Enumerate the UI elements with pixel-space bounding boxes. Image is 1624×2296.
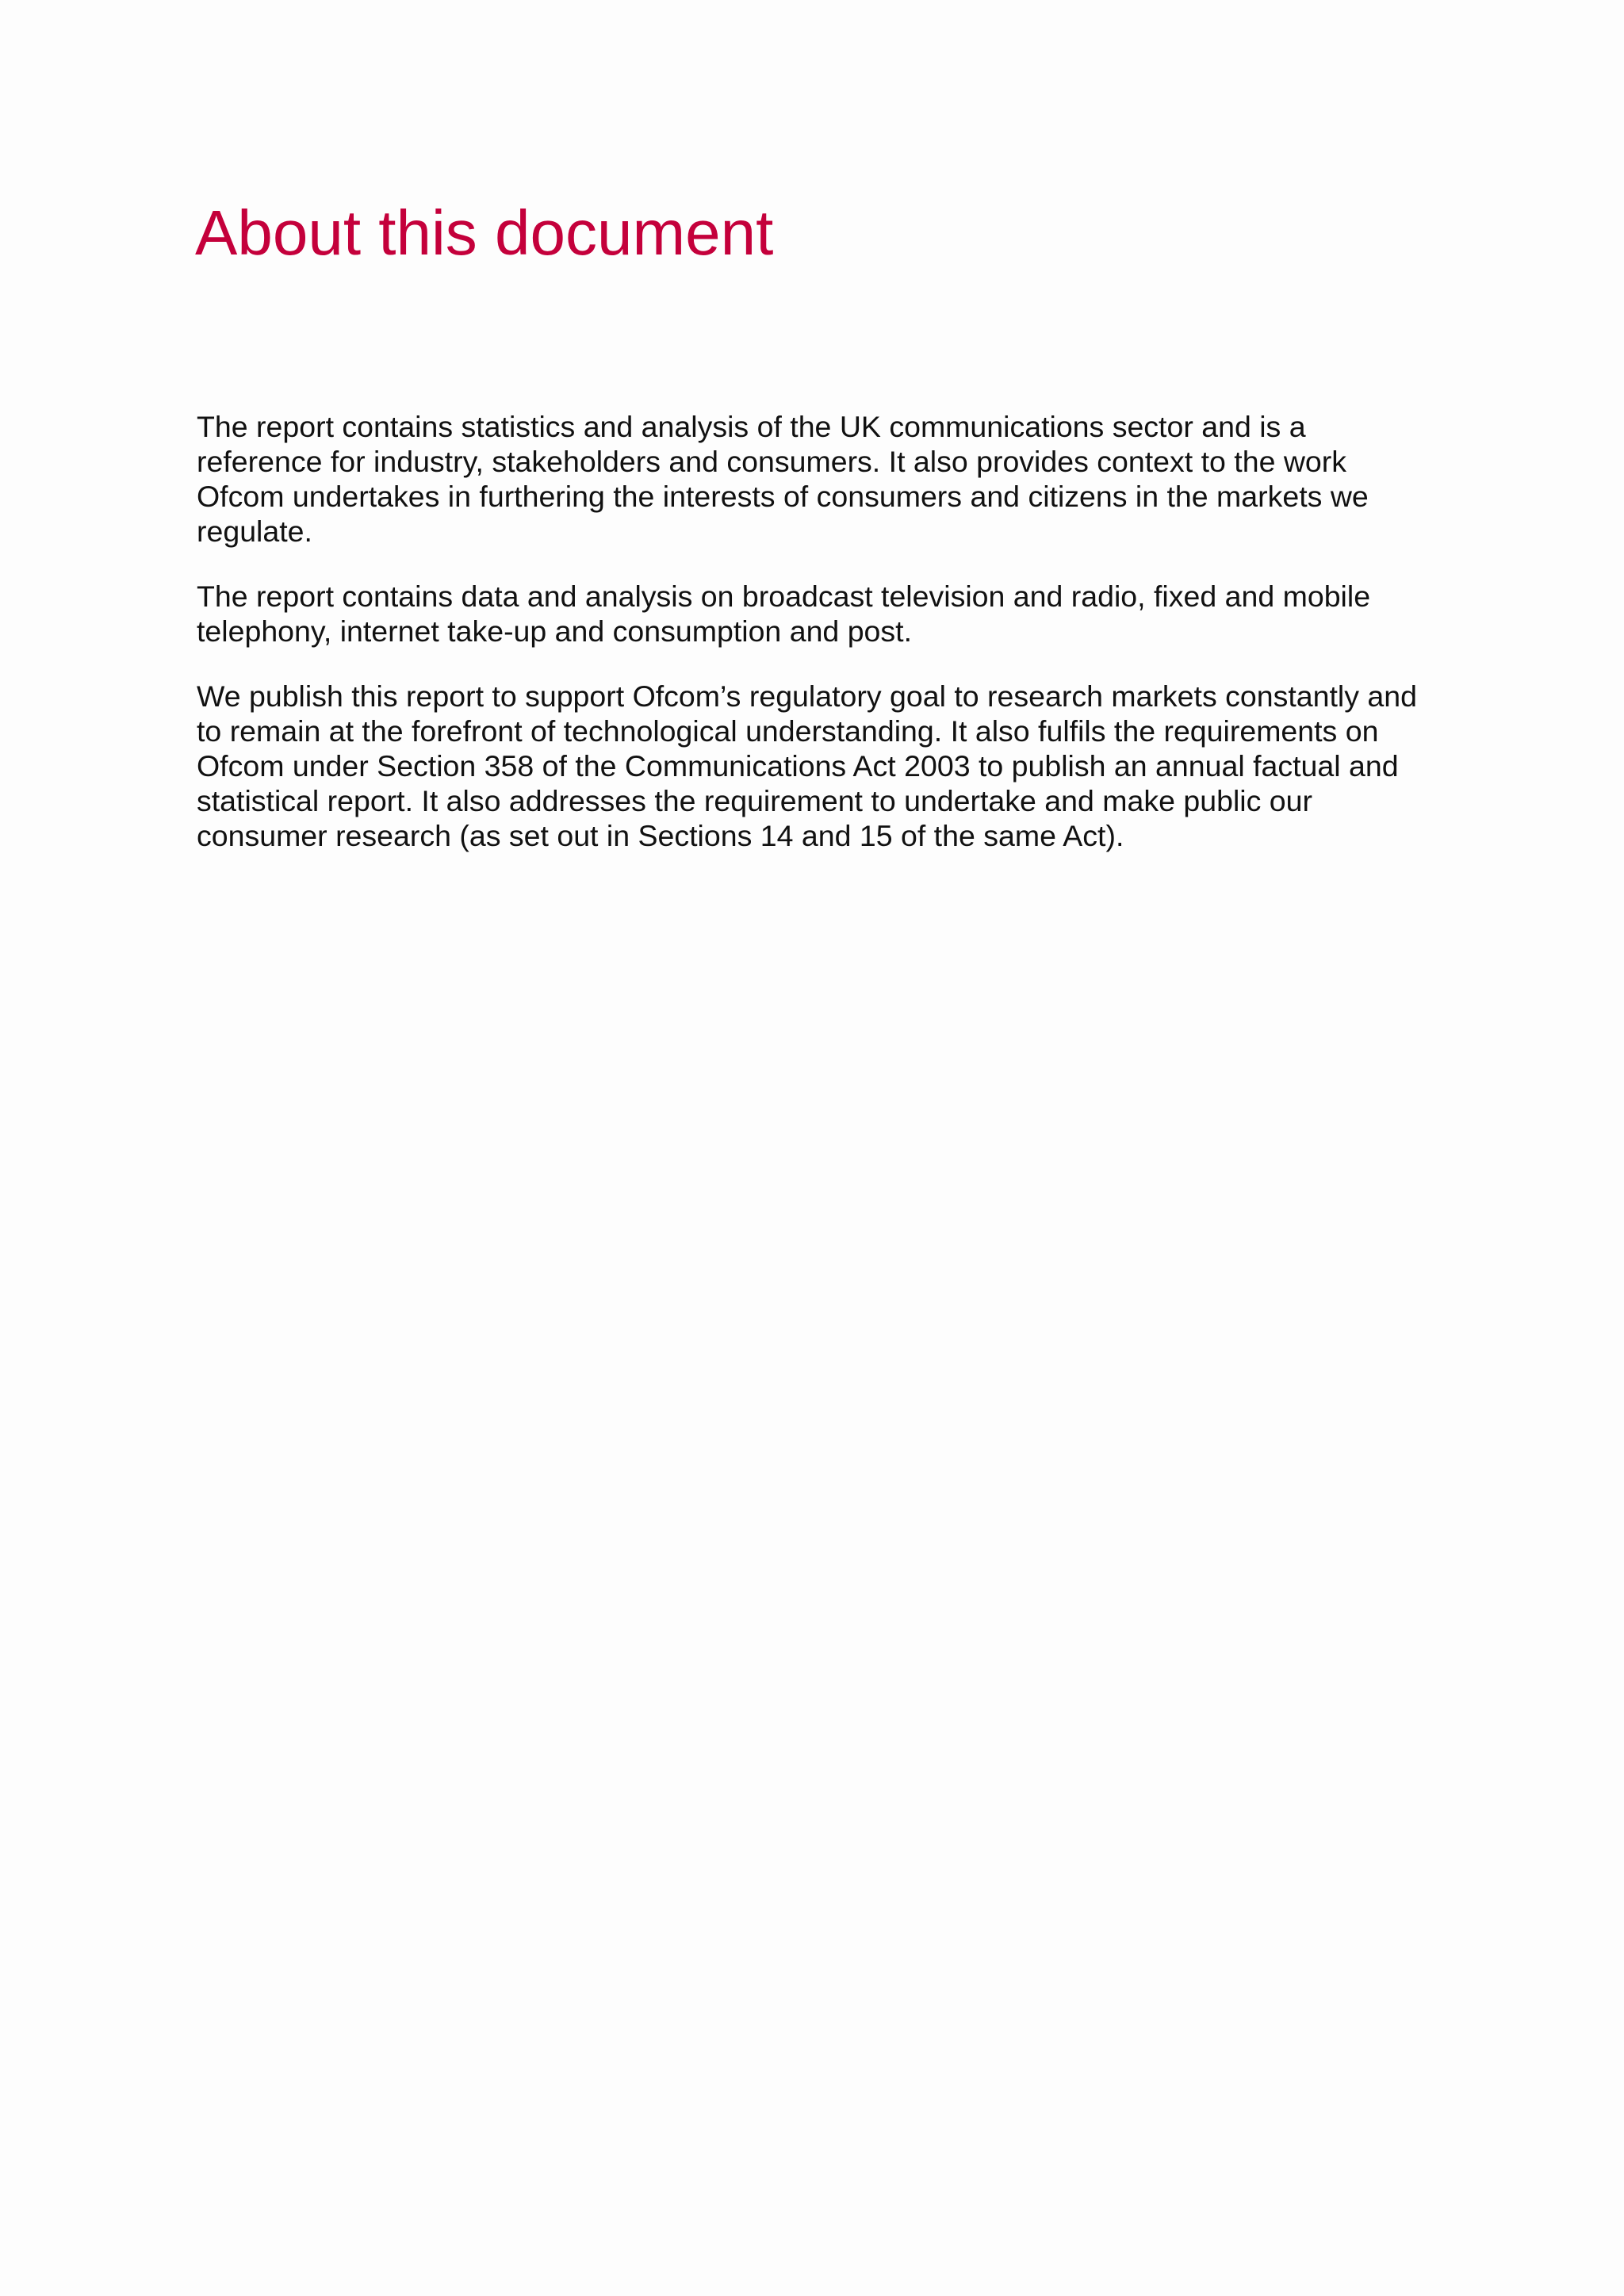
- paragraph-purpose: We publish this report to support Ofcom’s regulatory goal to research markets constantly and to remain at the forefront of technological understanding. It also fulfils the requirements on Ofcom under Section 358 of the Communications Act 2003 to publish an annual factual and statistical report. It also addresses the requirement to undertake and make public our consumer research (as set out in Sections 14 and 15 of the same Act).: [197, 679, 1417, 852]
- page-title: About this document: [195, 197, 774, 268]
- paragraph-intro: The report contains statistics and analysis of the UK communications sector and is a reference for industry, stakeholders and consumers. It also provides context to the work Ofcom undertakes in furthering the interests of consumers and citizens in the markets we regulate.: [197, 410, 1369, 548]
- paragraph-contents: The report contains data and analysis on broadcast television and radio, fixed and mobile telephony, internet take-up and consumption and post.: [197, 580, 1371, 648]
- document-body: [197, 409, 1434, 883]
